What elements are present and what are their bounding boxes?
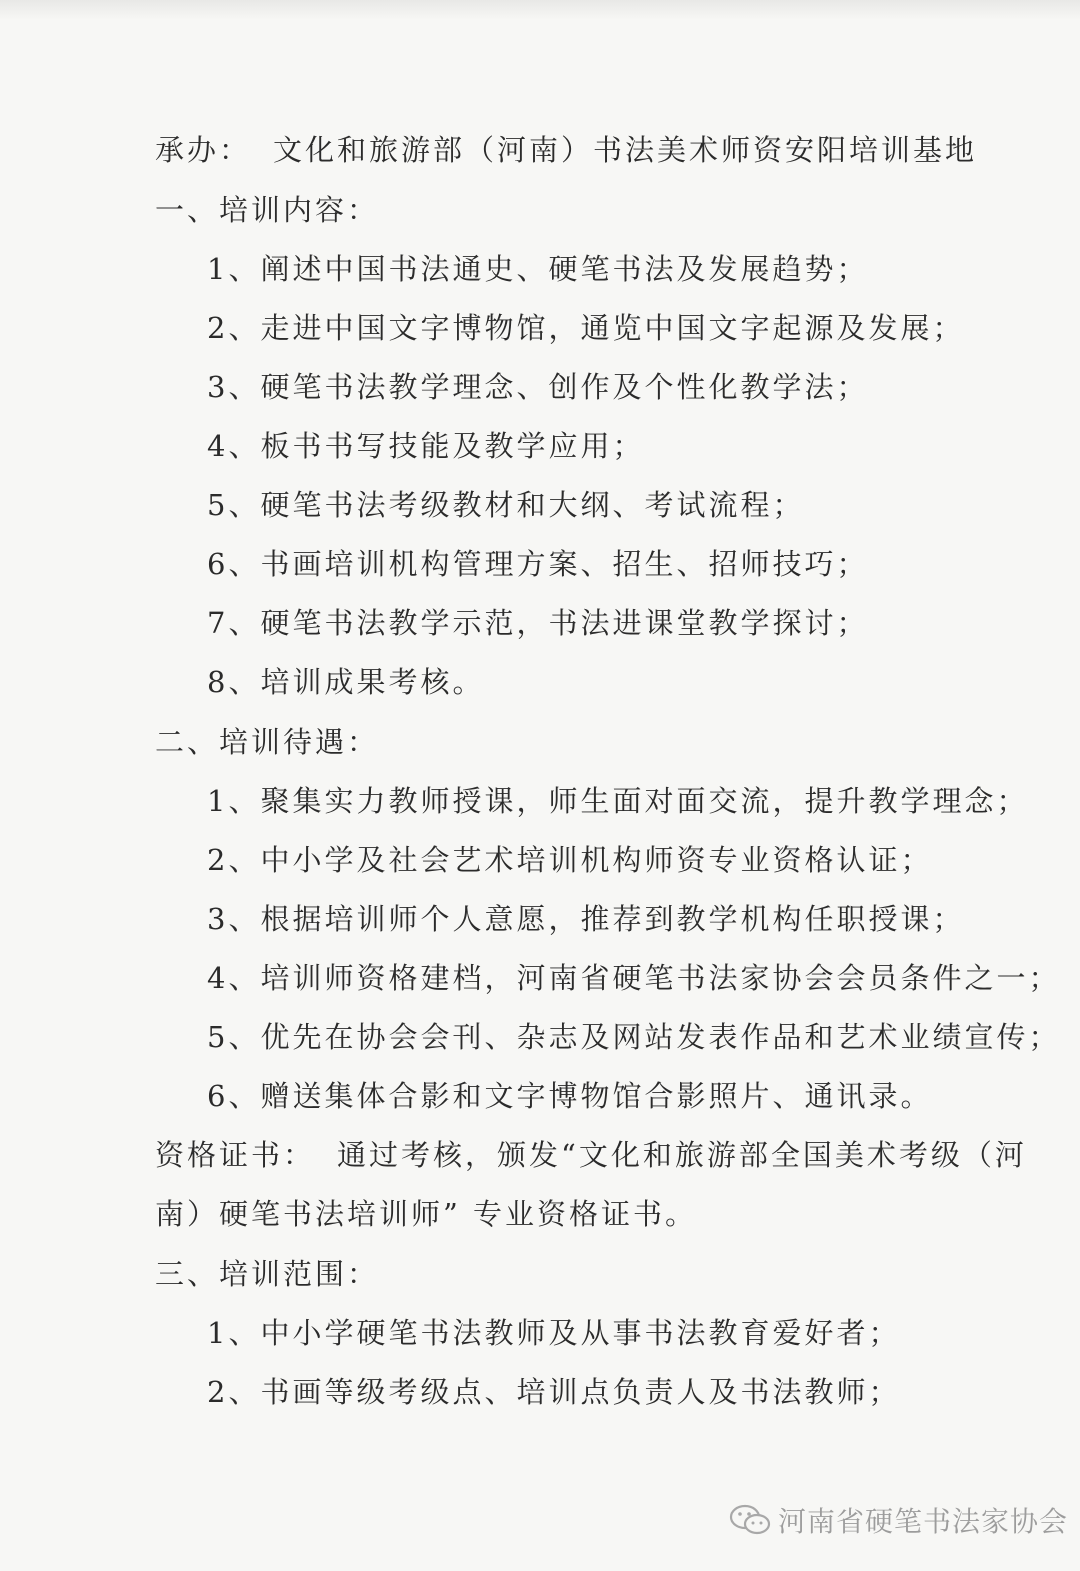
certificate-label: 资格证书： [155,1138,316,1172]
section1-item: 8、培训成果考核。 [207,665,485,699]
wechat-icon [728,1503,772,1537]
section1-item: 5、硬笔书法考级教材和大纲、考试流程； [207,488,805,522]
section1-title: 一、培训内容： [155,193,380,227]
section1-item: 3、硬笔书法教学理念、创作及个性化教学法； [207,370,869,404]
organizer-value: 文化和旅游部（河南）书法美术师资安阳培训基地 [273,133,978,167]
section1-item: 4、板书书写技能及教学应用； [207,429,645,463]
watermark-text: 河南省硬笔书法家协会 [778,1505,1069,1538]
certificate-text-1: 通过考核，颁发“文化和旅游部全国美术考级（河 [337,1138,1027,1172]
section1-item: 2、走进中国文字博物馆，通览中国文字起源及发展； [207,311,965,345]
section2-item: 6、赠送集体合影和文字博物馆合影照片、通讯录。 [207,1079,933,1113]
scan-top-edge [0,0,1080,20]
organizer-line [155,130,977,170]
organizer-label: 承办： [155,133,252,167]
section3-item: 1、中小学硬笔书法教师及从事书法教育爱好者； [207,1316,901,1350]
section2-item: 4、培训师资格建档，河南省硬笔书法家协会会员条件之一； [207,961,1061,995]
section2-title: 二、培训待遇： [155,725,380,759]
section1-item: 7、硬笔书法教学示范，书法进课堂教学探讨； [207,606,869,640]
watermark [728,1500,1068,1540]
section1-item: 6、书画培训机构管理方案、招生、招师技巧； [207,547,869,581]
section2-item: 2、中小学及社会艺术培训机构师资专业资格认证； [207,843,933,877]
section2-item: 1、聚集实力教师授课，师生面对面交流，提升教学理念； [207,784,1029,818]
section2-item: 3、根据培训师个人意愿，推荐到教学机构任职授课； [207,902,965,936]
certificate-line-1 [155,1135,1027,1175]
section3-title: 三、培训范围： [155,1257,380,1291]
certificate-line-2: 南）硬笔书法培训师” 专业资格证书。 [155,1197,698,1231]
section1-item: 1、阐述中国书法通史、硬笔书法及发展趋势； [207,252,869,286]
section3-item: 2、书画等级考级点、培训点负责人及书法教师； [207,1375,901,1409]
section2-item: 5、优先在协会会刊、杂志及网站发表作品和艺术业绩宣传； [207,1020,1061,1054]
